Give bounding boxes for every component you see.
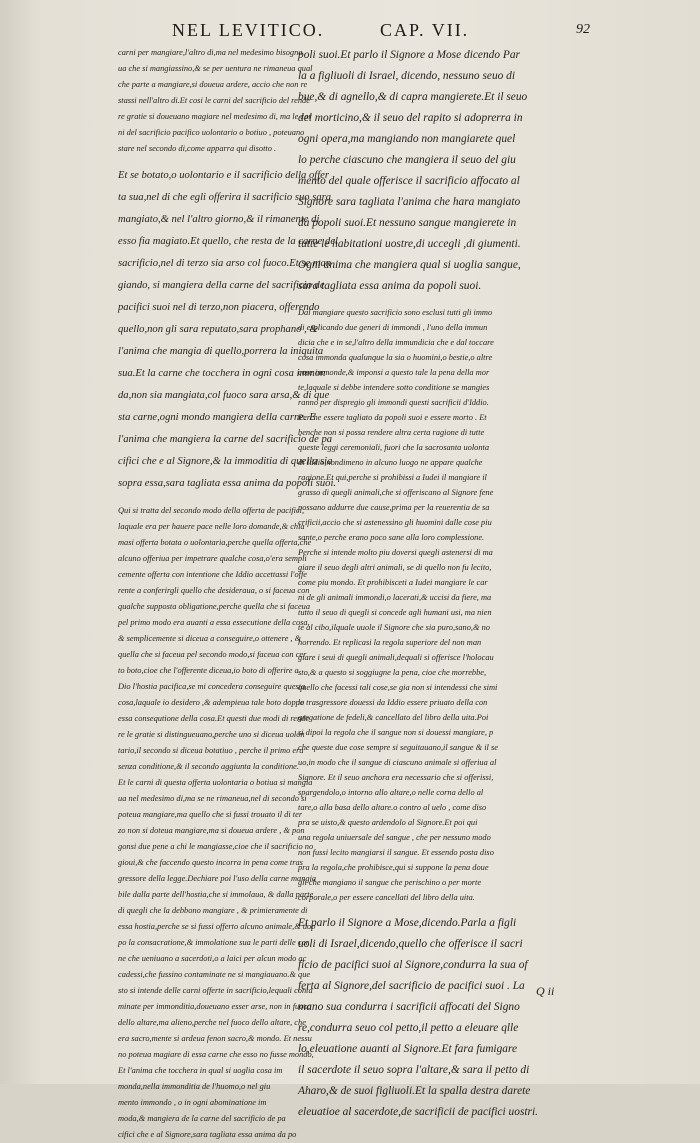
- text-line: da popoli suoi.Et nessuno sangue mangierete in: [298, 217, 517, 229]
- text-line: cadessi,che fussino contaminate ne si mangiauano.& que: [118, 970, 311, 979]
- text-line: te al cibo,ilquale uuole il Signore che sia puro,sano,& no: [298, 623, 490, 632]
- text-line: tutte le habitationi uostre,di uccegli ,di giumenti.: [298, 238, 521, 250]
- right-scripture-passage-top: [298, 45, 598, 297]
- text-line: ogni opera,ma mangiando non mangiarete quel: [298, 133, 516, 145]
- text-line: ua nel medesimo di,ma se ne rimaneua,nel di secondo si: [118, 794, 307, 803]
- text-line: te,laquale si debbe intendere sotto conditione se mangies: [298, 383, 490, 392]
- text-line: tare,o alla basa dello altare.o contro al uelo , come diso: [298, 803, 487, 812]
- text-line: tario,il secondo si diceua botatiuo , perche il primo era: [118, 746, 304, 755]
- text-line: che parte a mangiare,si doueua ardere, accio che non re: [118, 80, 308, 89]
- text-line: da,non sia mangiata,col fuoco sara arsa,& di que: [118, 390, 330, 401]
- text-line: essa hostia,perche se si fussi offerto alcuno animale,& dop: [118, 922, 316, 931]
- text-line: horrendo. Et replicasi la regola superiore del non man: [298, 638, 482, 647]
- text-line: ne che ueniuano a sacerdoti,o a laici per alcun modo ac: [118, 954, 307, 963]
- text-line: eleuatioe al sacerdote,de sacrificii de pacifici uostri.: [298, 1106, 538, 1118]
- left-scripture-passage: [118, 165, 338, 495]
- text-line: ni de gli animali immondi,o lacerati,& uccisi da fiere, ma: [298, 593, 492, 602]
- right-scripture-passage-bottom: [298, 913, 598, 1123]
- text-line: Signore sara tagliata l'anima che hara mangiato: [298, 196, 521, 208]
- text-line: sacrificio,nel di terzo sia arso col fuoco.Et se man: [118, 258, 332, 269]
- text-line: essa consequtione della cosa.Et questi due modi di rende: [118, 714, 310, 723]
- text-line: rente a conferirgli quello che desideraua, o si faceua con: [118, 586, 310, 595]
- text-line: re le gratie si distingueuano,perche uno si diceua uolon: [118, 730, 305, 739]
- text-line: una regola uniuersale del sangue , che per nessuno modo: [298, 833, 491, 842]
- text-line: Et le carni di questa offerta uolontaria o botiua si mangia: [118, 778, 313, 787]
- text-line: gonsi due pene a chi le mangiasse,cioe che il sacrificio no: [118, 842, 314, 851]
- header-folio-number: 92: [576, 22, 590, 37]
- text-line: spargendolo,o intorno allo altare,o nelle corna dello al: [298, 788, 484, 797]
- text-line: uoli di Israel,dicendo,quello che offerisce il sacri: [298, 938, 523, 950]
- left-commentary-bottom: [118, 503, 317, 1143]
- text-line: crificii,accio che si astenessino gli huomini dalle cose piu: [298, 518, 492, 527]
- text-line: Aharo,& de suoi figliuoli.Et la spalla destra darete: [298, 1085, 531, 1097]
- right-commentary: [298, 305, 598, 905]
- right-text-column: [298, 45, 598, 1118]
- text-line: re gratie si doueuano magiare nel medesimo di, ma le car: [118, 112, 312, 121]
- text-line: dicia che e in se,l'altro della immundicia che e dal toccare: [298, 338, 494, 347]
- text-line: giare il seuo degli altri animali, se di quello non fu lecito,: [298, 563, 492, 572]
- text-line: mano sua condurra i sacrificii affocati del Signo: [298, 1001, 520, 1013]
- text-line: giare i seui di quegli animali,dequali si offerisce l'holocau: [298, 653, 494, 662]
- left-text-column: [118, 45, 338, 1139]
- text-line: re,condurra seuo col petto,il petto a eleuare qlle: [298, 1022, 519, 1034]
- text-line: quello,non gli sara reputato,sara prophano , &: [118, 324, 318, 335]
- text-line: cemente offerta con intentione che Iddio accettassi l'offe: [118, 570, 308, 579]
- running-header: [0, 20, 700, 42]
- text-line: cosa immonda qualunque la sia o huomini,o bestie,o altre: [298, 353, 493, 362]
- text-line: qualche supposta obligatione,perche quella che si faceua: [118, 602, 311, 611]
- text-line: po la consacratione,& immolatione sua le parti delle car: [118, 938, 309, 947]
- text-line: bile dalla parte dell'hostia,che si immolaua, & dalla parte: [118, 890, 314, 899]
- text-line: carni per mangiare,l'altro di,ma nel medesimo bisogna: [118, 48, 303, 57]
- text-line: mento immondo , o in ogni abominatione im: [118, 1098, 267, 1107]
- text-line: queste leggi ceremoniali, fuori che la sacrosanta uolonta: [298, 443, 490, 452]
- text-line: ferta al Signore,del sacrificio de pacifici suoi . La: [298, 980, 525, 992]
- text-line: Dio l'hostia pacifica,se mi concedera conseguire questa: [118, 682, 306, 691]
- text-line: cose immonde,& imponsi a questo tale la pena della mor: [298, 368, 490, 377]
- text-line: Perche essere tagliato da popoli suoi e essere morto . Et: [298, 413, 487, 422]
- text-line: pra se uisto,& questo ardendolo al Signore.Et poi qui: [298, 818, 478, 827]
- text-line: non fussi lecito mangiarsi il sangue. Et essendo posta diso: [298, 848, 494, 857]
- text-line: gioui,& che faccendo questo incorra in pena come tras: [118, 858, 303, 867]
- left-commentary-top: [118, 45, 313, 157]
- text-line: Et se botato,o uolontario e il sacrificio della offer: [118, 170, 329, 181]
- text-line: sta carne,ogni mondo mangiera della carne. E: [118, 412, 316, 423]
- text-line: benche non si possa rendere altra certa ragione di tutte: [298, 428, 485, 437]
- text-line: cosa,laquale io desidero ,& adempieua tale boto doppo: [118, 698, 305, 707]
- text-line: giando, si mangiera della carne del sacrificio de: [118, 280, 325, 291]
- text-line: lo perche ciascuno che mangiera il seuo del giu: [298, 154, 516, 166]
- text-line: poli suoi.Et parlo il Signore a Mose dicendo Par: [298, 49, 520, 61]
- text-line: laquale era per hauere pace nelle loro domande,& chia: [118, 522, 305, 531]
- text-line: di quegli che la debbono mangiare , & primieramente di: [118, 906, 308, 915]
- text-line: sante,o perche erano poco sane alla loro complessione.: [298, 533, 485, 542]
- text-line: Perche si intende molto piu doversi quegli astenersi di ma: [298, 548, 493, 557]
- text-line: to boto,cioe che l'offerente diceua,io boto di offerire a: [118, 666, 299, 675]
- text-line: monda,nella immonditia de l'huomo,o nel giu: [118, 1082, 271, 1091]
- text-line: di Iddio,nondimeno in alcuno luogo ne appare qualche: [298, 458, 483, 467]
- text-line: sua.Et la carne che tocchera in ogni cosa immon: [118, 368, 326, 379]
- text-line: si dipoi la regola che il sangue non si douessi mangiare, p: [298, 728, 494, 737]
- text-line: Signore. Et il seuo anchora era necessario che si offerissi,: [298, 773, 494, 782]
- text-line: come piu mondo. Et prohibisceti a Iudei mangiare le car: [298, 578, 488, 587]
- text-line: quello che facessi tali cose,se gia non si intendessi che simi: [298, 683, 498, 692]
- text-line: che queste due cose sempre si seguitauano,il sangue & il se: [298, 743, 498, 752]
- header-chapter: CAP. VII.: [380, 20, 470, 40]
- text-line: esso fia magiato.Et quello, che resta de la carne del: [118, 236, 338, 247]
- text-line: le trasgressore douessi da Iddio essere priuato della con: [298, 698, 488, 707]
- text-line: grasso di quegli animali,che si offeriscano al Signore fene: [298, 488, 494, 497]
- text-line: no poteua magiare di essa carne che esso no fusse mondo,: [118, 1050, 314, 1059]
- text-line: Ogni anima che mangiera qual si uoglia sangue,: [298, 259, 521, 271]
- text-line: pra la regola,che prohibisce,qui si suppone la pena doue: [298, 863, 489, 872]
- text-line: ni del sacrificio pacifico uolontario o botiuo , poteuano: [118, 128, 305, 137]
- text-line: l'anima che mangiera la carne del sacrificio de pa: [118, 434, 333, 445]
- text-line: il sacerdote il seuo sopra l'altare,& sara il petto di: [298, 1064, 530, 1076]
- text-line: quella che si faceua pel secondo modo,si faceua con cer: [118, 650, 307, 659]
- text-line: alcuno offeriua per impetrare qualche cosa,o'era sempli: [118, 554, 307, 563]
- text-line: sara tagliata essa anima da popoli suoi.: [298, 280, 482, 292]
- text-line: senza conditione,& il secondo aggiunta la conditione.: [118, 762, 299, 771]
- text-line: lo,eleuatione auanti al Signore.Et fara fumigare: [298, 1043, 518, 1055]
- text-line: minate per immonditia,doueuano esser arse, non in fuoco: [118, 1002, 312, 1011]
- text-line: gregatione de fedeli,& cancellato del libro della uita.Poi: [298, 713, 489, 722]
- text-line: Qui si tratta del secondo modo della offerta de pacifici,: [118, 506, 305, 515]
- text-line: Dal mangiare questo sacrificio sono esclusi tutti gli immo: [298, 308, 493, 317]
- text-line: del morticino,& il seuo del rapito si adoprerra in: [298, 112, 523, 124]
- catchword-signature: Q ii: [536, 984, 555, 998]
- text-line: pel primo modo era auanti a essa essecutione della cosa,: [118, 618, 310, 627]
- text-line: stare nel secondo di,come apparra qui disotto .: [118, 144, 277, 153]
- text-line: sto si intende delle carni offerte in sacrificio,lequali conta: [118, 986, 313, 995]
- text-line: dello altare,ma alieno,perche nel fuoco dello altare, che: [118, 1018, 306, 1027]
- text-line: gressore della legge.Dechiare poi l'uso della carne mangia: [118, 874, 317, 883]
- text-line: moda,& mangiera de la carne del sacrificio de pa: [118, 1114, 286, 1123]
- text-line: & semplicemente si diceua a conseguire,o ottenere , &: [118, 634, 302, 643]
- text-line: l'anima che mangia di quello,porrera la iniquita: [118, 346, 324, 357]
- text-line: cifici che e al Signore,sara tagliata essa anima da po: [118, 1130, 297, 1139]
- text-line: Et l'anima che tocchera in qual si uoglia cosa im: [118, 1066, 283, 1075]
- text-line: ranno per dispregio gli immondi questi sacrificii d'Iddio.: [298, 398, 489, 407]
- text-line: cifici che e al Signore,& la immoditia di quella sia: [118, 456, 333, 467]
- text-line: ua che si mangiassino,& se per uentura ne rimaneua qual: [118, 64, 313, 73]
- text-line: bue,& di agnello,& di capra mangierete.Et il seuo: [298, 91, 528, 103]
- text-line: mangiato,& nel l'altro giorno,& il rimanente di: [118, 214, 320, 225]
- text-line: mento del quale offerisce il sacrificio affocato al: [298, 175, 520, 187]
- text-line: ta sua,nel di che egli offerira il sacrificio suo sara: [118, 192, 332, 203]
- header-book-title: NEL LEVITICO.: [172, 20, 325, 40]
- text-line: possano addurre due cause,prima per la reuerentia de sa: [298, 503, 490, 512]
- text-line: sto,& a questo si soggiugne la pena, cioe che morrebbe,: [298, 668, 487, 677]
- text-line: di esplicando due generi di immondi , l'uno della immun: [298, 323, 488, 332]
- text-line: era sacro,mente si ardeua fenon sacro,& mondo. Et nessu: [118, 1034, 312, 1043]
- text-line: uo,in modo che il sangue di ciascuno animale si offeriua al: [298, 758, 497, 767]
- text-line: corporale,o per essere cancellati del libro della uita.: [298, 893, 475, 902]
- text-line: sopra essa,sara tagliata essa anima da popoli suoi.: [118, 478, 337, 489]
- text-line: ficio de pacifici suoi al Signore,condurra la sua of: [298, 959, 528, 971]
- text-line: tutto il seuo di quegli si concede agli humani usi, ma nien: [298, 608, 492, 617]
- text-line: poteua mangiare,ma quello che si fussi trouato il di ter: [118, 810, 303, 819]
- text-line: stassi nell'altro di.Et cosi le carni del sacrificio del rende: [118, 96, 310, 105]
- text-line: masi offerta botata o uolontaria,perche quella offerta,che: [118, 538, 312, 547]
- text-line: gli che mangiano il sangue che perischino o per morte: [298, 878, 482, 887]
- text-line: ragione.Et qui,perche si prohibissi a Iudei il mangiare il: [298, 473, 487, 482]
- text-line: pacifici suoi nel di terzo,non piacera, offerendo: [118, 302, 320, 313]
- text-line: zo non si doteua mangiare,ma si doueua ardere , & pon: [118, 826, 305, 835]
- text-line: la a figliuoli di Israel, dicendo, nessuno seuo di: [298, 70, 516, 82]
- text-line: Et parlo il Signore a Mose,dicendo.Parla a figli: [298, 917, 517, 929]
